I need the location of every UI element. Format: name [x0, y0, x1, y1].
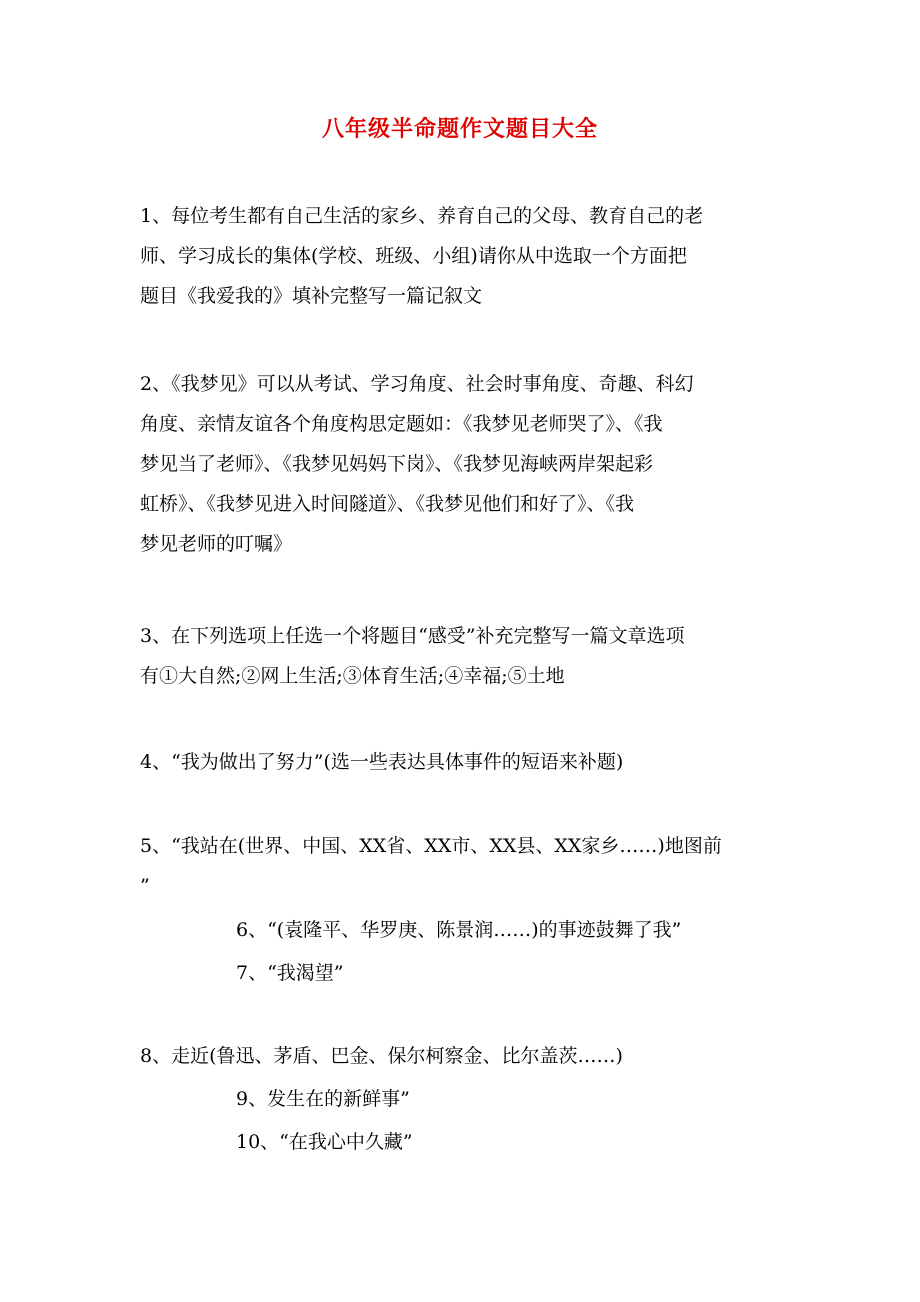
item-1-line: 题目《我爱我的》填补完整写一篇记叙文	[140, 285, 483, 307]
item-9-line: 9、发生在的新鲜事”	[236, 1088, 410, 1110]
item-10	[236, 1122, 796, 1162]
item-1-line: 师、学习成长的集体(学校、班级、小组)请你从中选取一个方面把	[140, 245, 687, 267]
item-5	[140, 826, 785, 906]
item-2-line: 虹桥》、《我梦见进入时间隧道》、《我梦见他们和好了》、《我	[140, 493, 635, 515]
item-2-line: 2、《我梦见》可以从考试、学习角度、社会时事角度、奇趣、科幻	[140, 373, 694, 395]
item-6	[236, 910, 796, 950]
item-2	[140, 364, 785, 564]
item-3-line: 3、在下列选项上任选一个将题目“感受”补充完整写一篇文章选项	[140, 625, 685, 647]
item-4-line: 4、“我为做出了努力”(选一些表达具体事件的短语来补题)	[140, 751, 624, 773]
item-2-line: 梦见当了老师》、《我梦见妈妈下岗》、《我梦见海峡两岸架起彩	[140, 453, 654, 475]
item-7	[236, 953, 796, 993]
item-3-line: 有①大自然;②网上生活;③体育生活;④幸福;⑤土地	[140, 665, 565, 687]
item-5-line: ”	[140, 875, 150, 897]
item-1	[140, 196, 785, 316]
item-6-line: 6、“(袁隆平、华罗庚、陈景润……)的事迹鼓舞了我”	[236, 919, 682, 941]
item-1-line: 1、每位考生都有自己生活的家乡、养育自己的父母、教育自己的老	[140, 205, 704, 227]
item-3	[140, 616, 785, 696]
page-title: 八年级半命题作文题目大全	[321, 116, 598, 142]
item-8	[140, 1036, 785, 1076]
item-8-line: 8、走近(鲁迅、茅盾、巴金、保尔柯察金、比尔盖茨……)	[140, 1045, 623, 1067]
item-7-line: 7、“我渴望”	[236, 962, 344, 984]
item-2-line: 梦见老师的叮嘱》	[140, 533, 293, 555]
item-4	[140, 742, 785, 782]
item-2-line: 角度、亲情友谊各个角度构思定题如：《我梦见老师哭了》、《我	[140, 413, 663, 435]
item-10-line: 10、“在我心中久藏”	[236, 1131, 413, 1153]
item-9	[236, 1079, 796, 1119]
item-5-line: 5、“我站在(世界、中国、XX省、XX市、XX县、XX家乡……)地图前	[140, 835, 722, 857]
